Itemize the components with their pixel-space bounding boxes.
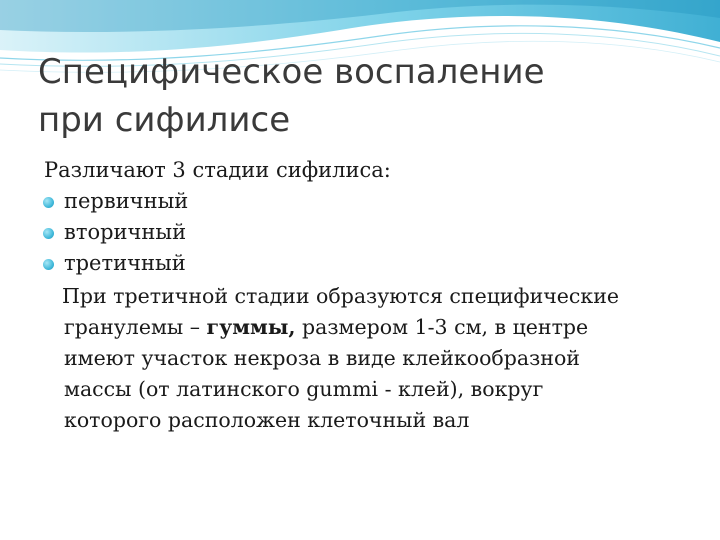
paragraph-line-3: имеют участок некроза в виде клейкообразной [64,346,580,370]
description-paragraph [64,281,696,436]
paragraph-line-5: которого расположен клеточный вал [64,408,470,432]
slide-title [38,48,678,144]
intro-text: Различают 3 стадии сифилиса: [44,158,391,182]
slide-title-line-2: при сифилисе [38,100,291,140]
gummy-term: гуммы, [206,315,296,339]
paragraph-line-2-start: гранулемы – [64,315,207,339]
list-item-label: первичный [64,189,189,213]
stage-list [40,186,700,279]
list-item-label: вторичный [64,220,187,244]
bullet-dot-icon [43,228,54,239]
bullet-dot-icon [43,197,54,208]
paragraph-line-2 [64,312,696,343]
paragraph-line-2-end: размером 1-3 см, в центре [295,315,589,339]
paragraph-line-1: При третичной стадии образуются специфические [62,284,620,308]
bullet-dot-icon [43,259,54,270]
list-item-label: третичный [64,251,186,275]
slide-body [40,155,700,436]
list-item [40,186,700,217]
paragraph-line-4: массы (от латинского gummi - клей), вокруг [64,377,544,401]
list-item [40,248,700,279]
slide-title-line-1: Специфическое воспаление [38,52,545,92]
list-item [40,217,700,248]
